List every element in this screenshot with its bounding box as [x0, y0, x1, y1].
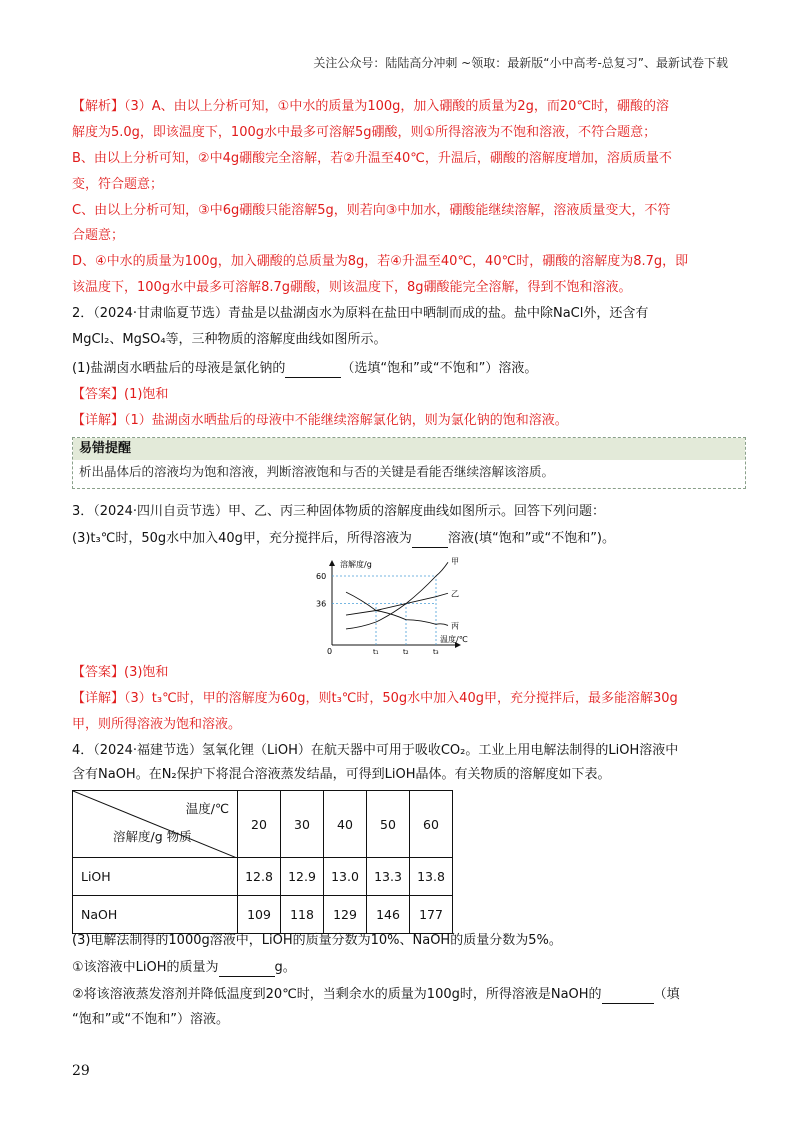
analysis-line-7: D、④中水的质量为100g，加入硼酸的总质量为8g，若④升温至40℃，40℃时，硼酸的溶解度为8.7g，即 — [72, 254, 689, 269]
table-cell: 129 — [324, 896, 367, 934]
table-cell: 118 — [281, 896, 324, 934]
x-tick-label: t₃ — [433, 648, 439, 656]
table-cell: 146 — [367, 896, 410, 934]
q2-answer: 【答案】(1)饱和 — [72, 387, 169, 402]
y-tick-label: 36 — [316, 599, 327, 609]
answer-blank[interactable] — [412, 529, 448, 548]
solubility-table — [72, 790, 453, 934]
q2-detail: 【详解】（1）盐湖卤水晒盐后的母液中不能继续溶解氯化钠，则为氯化钠的饱和溶液。 — [72, 413, 568, 428]
q2-line-1: 2．（2024·甘肃临夏节选）青盐是以盐湖卤水为原料在盐田中晒制而成的盐。盐中除NaCl外，还含有 — [72, 306, 649, 321]
q4-q1-pre: ①该溶液中LiOH的质量为 — [72, 960, 219, 975]
temp-header: 50 — [367, 791, 410, 858]
temp-header: 30 — [281, 791, 324, 858]
corner-bottom-label: 溶解度/g 物质 — [113, 829, 192, 844]
series-label-丙: 丙 — [451, 621, 459, 631]
origin-label: 0 — [327, 647, 333, 656]
temp-header: 40 — [324, 791, 367, 858]
table-row — [73, 858, 453, 896]
q4-question-1 — [72, 958, 728, 977]
q3-detail-2: 甲，则所得溶液为饱和溶液。 — [72, 717, 242, 732]
q3-answer: 【答案】(3)饱和 — [72, 665, 169, 680]
solubility-chart — [310, 555, 490, 660]
series-line-甲 — [346, 562, 448, 629]
q2-question-pre: (1)盐湖卤水晒盐后的母液是氯化钠的 — [72, 361, 286, 376]
analysis-line-2: 解度为5.0g，即该温度下，100g水中最多可溶解5g硼酸，则①所得溶液为不饱和溶液，不符合题意； — [72, 125, 657, 140]
tip-text: 析出晶体后的溶液均为饱和溶液，判断溶液饱和与否的关键是看能否继续溶解该溶质。 — [79, 464, 555, 479]
table-cell: 13.0 — [324, 858, 367, 896]
analysis-line-6: 合题意； — [72, 228, 125, 243]
analysis-line-8: 该温度下，100g水中最多可溶解8.7g硼酸，则该温度下，8g硼酸能完全溶解，得到不饱和溶液。 — [72, 280, 632, 295]
table-cell: 12.9 — [281, 858, 324, 896]
series-label-乙: 乙 — [451, 589, 459, 599]
q3-question — [72, 529, 728, 548]
q2-line-2: MgCl₂、MgSO₄等，三种物质的溶解度曲线如图所示。 — [72, 332, 387, 347]
q3-question-post: 溶液(填“饱和”或“不饱和”)。 — [447, 531, 616, 546]
x-axis-label: 温度/℃ — [440, 635, 468, 644]
answer-blank[interactable] — [285, 359, 341, 378]
y-tick-label: 60 — [316, 572, 327, 581]
x-tick-label: t₂ — [403, 648, 409, 656]
row-label: LiOH — [73, 858, 238, 896]
analysis-line-3: B、由以上分析可知，②中4g硼酸完全溶解，若②升温至40℃，升温后，硼酸的溶解度增加，溶质质量不 — [72, 151, 672, 166]
answer-blank[interactable] — [602, 985, 654, 1004]
table-cell: 13.3 — [367, 858, 410, 896]
analysis-line-5: C、由以上分析可知，③中6g硼酸只能溶解5g，则若向③中加水，硼酸能继续溶解，溶液质量变大，不符 — [72, 203, 671, 218]
x-tick-label: t₁ — [373, 648, 379, 656]
table-cell: 13.8 — [410, 858, 453, 896]
q2-question-post: （选填“饱和”或“不饱和”）溶液。 — [341, 361, 538, 376]
series-line-乙 — [346, 593, 448, 615]
q4-line-2: 含有NaOH。在N₂保护下将混合溶液蒸发结晶，可得到LiOH晶体。有关物质的溶解度如下表。 — [72, 767, 611, 782]
analysis-line-4: 变，符合题意； — [72, 177, 164, 192]
table-cell: 177 — [410, 896, 453, 934]
q4-q1-post: g。 — [274, 960, 296, 975]
q3-line-1: 3．（2024·四川自贡节选）甲、乙、丙三种固体物质的溶解度曲线如图所示。回答下列问题： — [72, 504, 605, 519]
q4-q2-pre: ②将该溶液蒸发溶剂并降低温度到20℃时，当剩余水的质量为100g时，所得溶液是NaOH的 — [72, 987, 602, 1002]
corner-top-label: 温度/℃ — [185, 801, 229, 816]
q4-line-3: (3)电解法制得的1000g溶液中，LiOH的质量分数为10%、NaOH的质量分数为5%。 — [72, 933, 562, 948]
q4-q2-post: （填 — [653, 987, 680, 1002]
tip-title: 易错提醒 — [73, 438, 745, 460]
table-row — [73, 896, 453, 934]
q4-line-1: 4．（2024·福建节选）氢氧化锂（LiOH）在航天器中可用于吸收CO₂。工业上用电解法制得的LiOH溶液中 — [72, 743, 679, 758]
q4-line-6: “饱和”或“不饱和”）溶液。 — [72, 1012, 229, 1027]
q3-detail-1: 【详解】（3）t₃℃时，甲的溶解度为60g，则t₃℃时，50g水中加入40g甲，充分搅拌后，最多能溶解30g — [72, 691, 678, 706]
temp-header: 20 — [238, 791, 281, 858]
y-axis-label: 溶解度/g — [340, 560, 372, 569]
table-corner-cell — [73, 791, 238, 858]
answer-blank[interactable] — [219, 958, 275, 977]
row-label: NaOH — [73, 896, 238, 934]
tip-box — [72, 437, 746, 489]
analysis-line-1: 【解析】（3）A、由以上分析可知，①中水的质量为100g，加入硼酸的质量为2g，而20℃时，硼酸的溶 — [72, 99, 670, 114]
page-header: 关注公众号：陆陆高分冲刺 ~领取：最新版“小中高考-总复习”、最新试卷下载 — [313, 56, 728, 70]
table-cell: 12.8 — [238, 858, 281, 896]
q3-question-pre: (3)t₃℃时，50g水中加入40g甲，充分搅拌后，所得溶液为 — [72, 531, 412, 546]
table-cell: 109 — [238, 896, 281, 934]
series-label-甲: 甲 — [451, 557, 459, 567]
page-number: 29 — [72, 1063, 90, 1079]
temp-header: 60 — [410, 791, 453, 858]
q2-question — [72, 359, 728, 378]
q4-question-2 — [72, 985, 728, 1004]
